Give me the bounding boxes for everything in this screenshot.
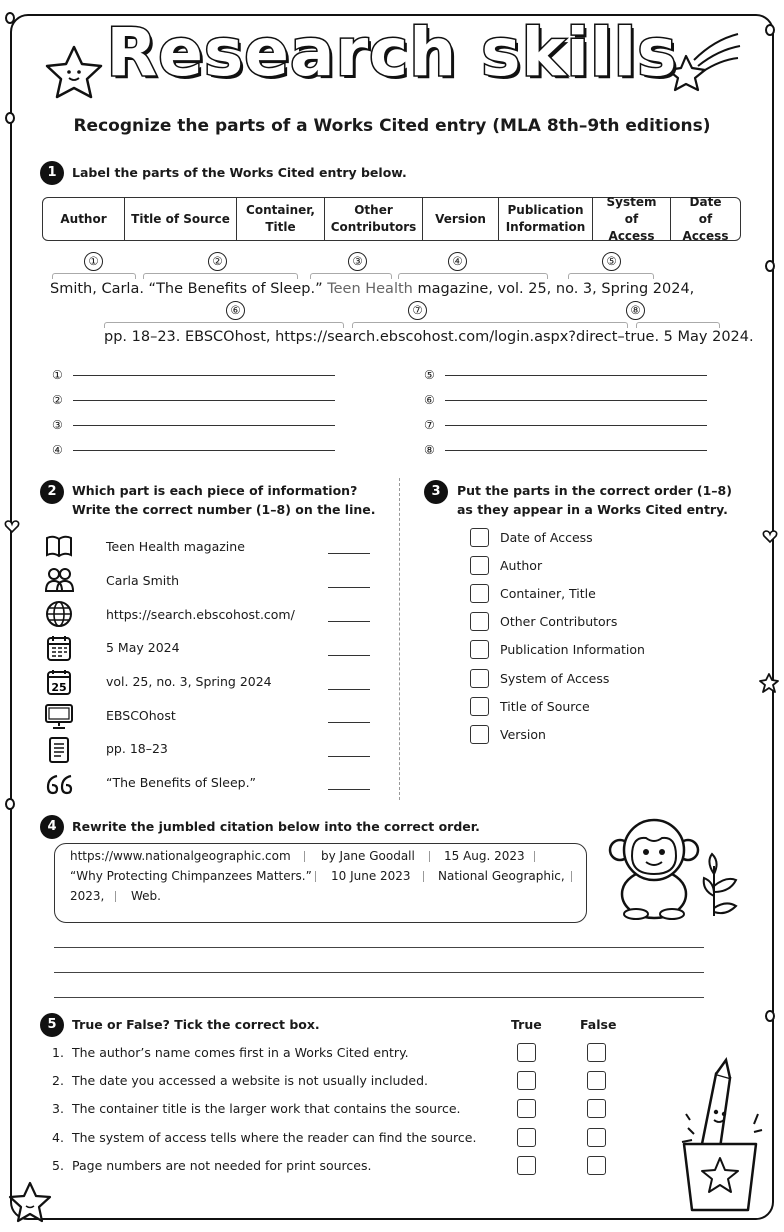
answer-blank[interactable] <box>328 756 370 757</box>
false-checkbox[interactable] <box>587 1043 606 1062</box>
info-item: 5 May 2024 <box>106 640 180 655</box>
quote-icon <box>44 770 74 798</box>
marker-8: ⑧ <box>626 301 645 320</box>
order-box[interactable] <box>470 528 489 547</box>
order-item: Other Contributors <box>500 614 618 629</box>
people-icon <box>44 566 74 594</box>
false-checkbox[interactable] <box>587 1128 606 1147</box>
section-3-number: 3 <box>424 480 448 504</box>
fragment-url: https://www.nationalgeographic.com <box>70 849 291 863</box>
order-item: Version <box>500 727 546 742</box>
table-cell: Version <box>423 198 499 240</box>
citation-line-1 <box>50 281 694 297</box>
bracket <box>398 273 548 279</box>
order-box[interactable] <box>470 584 489 603</box>
writing-line[interactable] <box>54 997 704 998</box>
answer-line-8[interactable] <box>424 443 707 457</box>
order-item: Title of Source <box>500 699 590 714</box>
order-item: Publication Information <box>500 642 645 657</box>
bracket <box>352 322 628 328</box>
true-checkbox[interactable] <box>517 1156 536 1175</box>
answer-line-1[interactable] <box>52 368 335 382</box>
order-box[interactable] <box>470 556 489 575</box>
answer-label: ⑥ <box>424 393 435 407</box>
true-checkbox[interactable] <box>517 1071 536 1090</box>
writing-line[interactable] <box>54 947 704 948</box>
false-checkbox[interactable] <box>587 1071 606 1090</box>
section-2-number: 2 <box>40 480 64 504</box>
heart-icon <box>762 528 778 544</box>
citation-line-2: pp. 18–23. EBSCOhost, https://search.ebscohost.com/login.aspx?direct–true. 5 May 2024. <box>104 329 754 345</box>
marker-5: ⑤ <box>602 252 621 271</box>
bracket <box>104 322 344 328</box>
marker-3: ③ <box>348 252 367 271</box>
answer-blank[interactable] <box>328 621 370 622</box>
info-item: EBSCOhost <box>106 708 176 723</box>
answer-label: ① <box>52 368 63 382</box>
table-cell: Title of Source <box>125 198 237 240</box>
answer-underline[interactable] <box>445 450 707 451</box>
table-cell: Date of Access <box>682 194 729 243</box>
table-cell: Author <box>43 198 125 240</box>
fragment-separator <box>534 851 535 862</box>
info-item: pp. 18–23 <box>106 741 168 756</box>
container-title-text: Teen Health <box>327 281 413 297</box>
statement-text: The date you accessed a website is not usually included. <box>72 1073 429 1088</box>
monkey-illustration <box>606 816 746 920</box>
info-item: Carla Smith <box>106 573 180 588</box>
section-1-heading: Label the parts of the Works Cited entry below. <box>72 165 407 180</box>
statement-number: 1. <box>52 1045 64 1060</box>
star-icon <box>8 1180 52 1224</box>
globe-icon <box>44 600 74 628</box>
statement-number: 5. <box>52 1158 64 1173</box>
statement-text: Page numbers are not needed for print sources. <box>72 1158 372 1173</box>
order-box[interactable] <box>470 612 489 631</box>
order-box[interactable] <box>470 640 489 659</box>
marker-4: ④ <box>448 252 467 271</box>
marker-1: ① <box>84 252 103 271</box>
answer-underline[interactable] <box>445 400 707 401</box>
answer-underline[interactable] <box>73 400 335 401</box>
order-item: Date of Access <box>500 530 593 545</box>
order-box[interactable] <box>470 725 489 744</box>
answer-underline[interactable] <box>445 375 707 376</box>
true-checkbox[interactable] <box>517 1128 536 1147</box>
fragment-separator <box>571 871 572 882</box>
fragment-year: 2023, <box>70 889 105 903</box>
order-item: Container, Title <box>500 586 596 601</box>
statement-number: 4. <box>52 1130 64 1145</box>
page-subtitle: Recognize the parts of a Works Cited entry (MLA 8th–9th editions) <box>73 116 711 136</box>
answer-blank[interactable] <box>328 553 370 554</box>
marker-2: ② <box>208 252 227 271</box>
fragment-separator <box>115 891 116 902</box>
fragment-separator <box>315 871 316 882</box>
calendar-25-icon <box>44 668 74 696</box>
statement-number: 2. <box>52 1073 64 1088</box>
table-cell: System of Access <box>593 198 671 240</box>
true-column-header: True <box>511 1017 542 1032</box>
info-item: vol. 25, no. 3, Spring 2024 <box>106 674 272 689</box>
statement-number: 3. <box>52 1101 64 1116</box>
order-box[interactable] <box>470 669 489 688</box>
info-item: “The Benefits of Sleep.” <box>106 775 257 790</box>
monitor-icon <box>44 702 74 730</box>
answer-underline[interactable] <box>73 450 335 451</box>
answer-label: ⑦ <box>424 418 435 432</box>
statement-text: The author’s name comes first in a Works Cited entry. <box>72 1045 409 1060</box>
answer-line-6[interactable] <box>424 393 707 407</box>
info-item: Teen Health magazine <box>106 539 245 554</box>
answer-label: ⑤ <box>424 368 435 382</box>
calendar-number: 25 <box>51 681 67 694</box>
open-book-icon <box>44 532 74 560</box>
answer-blank[interactable] <box>328 722 370 723</box>
fragment-medium: Web. <box>131 889 161 903</box>
table-cell: Other Contributors <box>325 198 423 240</box>
answer-line-7[interactable] <box>424 418 707 432</box>
section-3-heading-1: Put the parts in the correct order (1–8) <box>457 483 732 498</box>
order-item: Author <box>500 558 543 573</box>
table-cell: Publication Information <box>499 198 593 240</box>
section-1-number: 1 <box>40 161 64 185</box>
answer-label: ④ <box>52 443 63 457</box>
section-2-heading-1: Which part is each piece of information? <box>72 483 358 498</box>
bracket <box>636 322 720 328</box>
statement-text: The container title is the larger work that contains the source. <box>72 1101 461 1116</box>
fragment-separator <box>304 851 305 862</box>
answer-underline[interactable] <box>73 425 335 426</box>
answer-line-4[interactable] <box>52 443 335 457</box>
heart-icon <box>4 518 20 534</box>
answer-blank[interactable] <box>328 689 370 690</box>
document-icon <box>44 736 74 764</box>
fragment-title: “Why Protecting Chimpanzees Matters.” <box>70 869 312 883</box>
fragment-date: 10 June 2023 <box>331 869 411 883</box>
true-checkbox[interactable] <box>517 1099 536 1118</box>
fragment-author: by Jane Goodall <box>321 849 415 863</box>
bracket <box>568 273 654 279</box>
false-column-header: False <box>580 1017 617 1032</box>
fragment-separator <box>429 851 430 862</box>
false-checkbox[interactable] <box>587 1156 606 1175</box>
answer-label: ③ <box>52 418 63 432</box>
table-cell: Container, Title <box>237 198 325 240</box>
parts-table <box>42 194 741 243</box>
small-star-icon <box>758 672 780 694</box>
pencil-cup-illustration <box>672 1054 768 1214</box>
answer-blank[interactable] <box>328 587 370 588</box>
answer-label: ② <box>52 393 63 407</box>
section-5-heading: True or False? Tick the correct box. <box>72 1017 320 1032</box>
statement-text: The system of access tells where the reader can find the source. <box>72 1130 477 1145</box>
answer-line-3[interactable] <box>52 418 335 432</box>
answer-label: ⑧ <box>424 443 435 457</box>
answer-underline[interactable] <box>445 425 707 426</box>
true-checkbox[interactable] <box>517 1043 536 1062</box>
marker-6: ⑥ <box>226 301 245 320</box>
order-box[interactable] <box>470 697 489 716</box>
bracket <box>310 273 392 279</box>
column-divider <box>399 478 400 800</box>
section-2-heading-2: Write the correct number (1–8) on the line. <box>72 502 376 517</box>
section-3-heading-2: as they appear in a Works Cited entry. <box>457 502 728 517</box>
answer-blank[interactable] <box>328 655 370 656</box>
answer-line-2[interactable] <box>52 393 335 407</box>
frame-knob <box>765 1010 775 1022</box>
order-item: System of Access <box>500 671 610 686</box>
page-title: Research skills <box>106 14 678 91</box>
false-checkbox[interactable] <box>587 1099 606 1118</box>
writing-line[interactable] <box>54 972 704 973</box>
bracket <box>143 273 298 279</box>
citation-text: magazine, vol. 25, no. 3, Spring 2024, <box>412 281 695 297</box>
section-5-number: 5 <box>40 1013 64 1037</box>
citation-text: Smith, Carla. “The Benefits of Sleep.” <box>50 281 328 297</box>
calendar-icon <box>44 634 74 662</box>
frame-knob <box>765 260 775 272</box>
bracket <box>52 273 136 279</box>
answer-underline[interactable] <box>73 375 335 376</box>
fragment-access: 15 Aug. 2023 <box>444 849 525 863</box>
marker-7: ⑦ <box>408 301 427 320</box>
info-item: https://search.ebscohost.com/ <box>106 607 295 622</box>
fragment-separator <box>423 871 424 882</box>
frame-knob <box>5 798 15 810</box>
answer-blank[interactable] <box>328 789 370 790</box>
fragment-site: National Geographic, <box>438 869 565 883</box>
answer-line-5[interactable] <box>424 368 707 382</box>
section-4-heading: Rewrite the jumbled citation below into the correct order. <box>72 819 480 834</box>
section-4-number: 4 <box>40 815 64 839</box>
